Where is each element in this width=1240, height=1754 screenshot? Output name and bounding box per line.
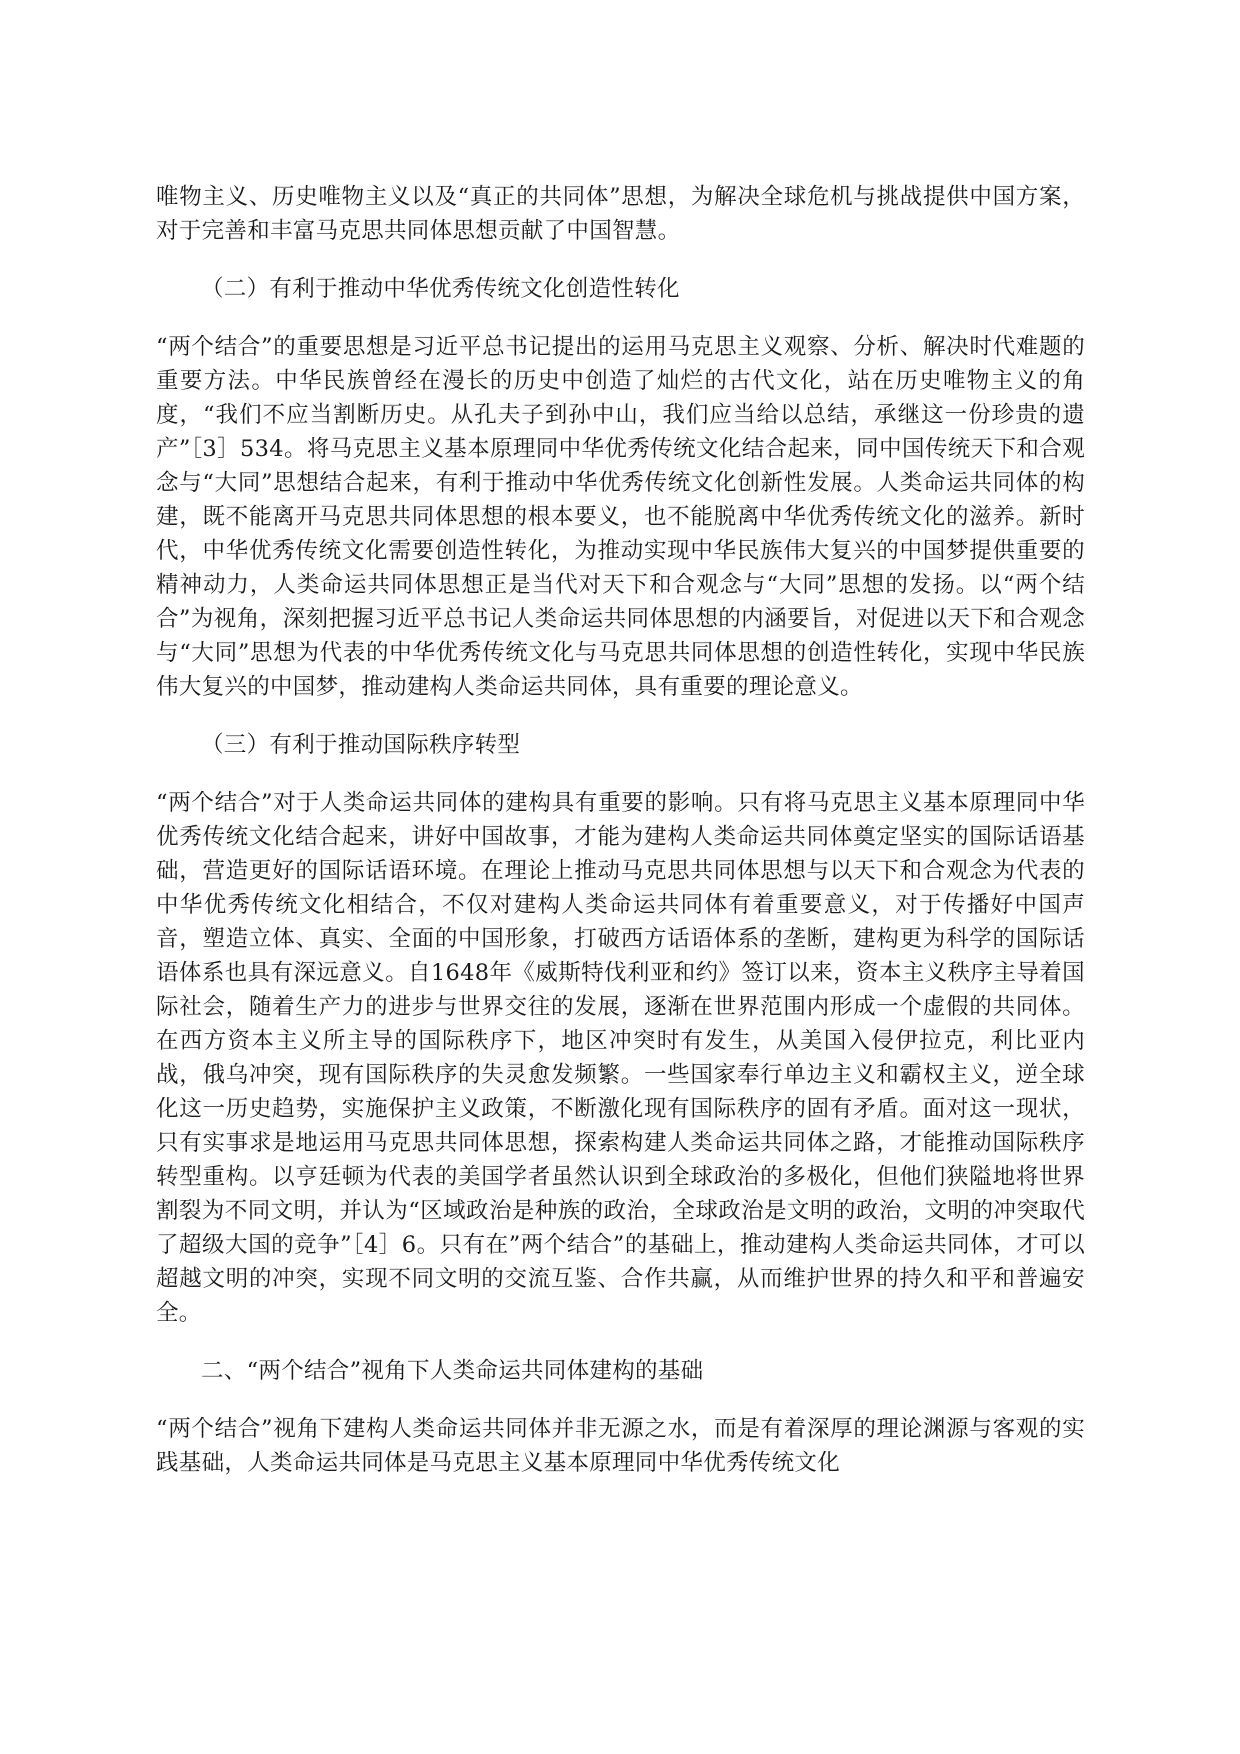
document-body <box>156 180 1085 1504</box>
paragraph-continuation: 唯物主义、历史唯物主义以及“真正的共同体”思想，为解决全球危机与挑战提供中国方案，对于完善和丰富马克思共同体思想贡献了中国智慧。 <box>156 184 1085 244</box>
chapter-heading-2: 二、“两个结合”视角下人类命运共同体建构的基础 <box>201 1358 704 1384</box>
section-heading-3: （三）有利于推动国际秩序转型 <box>201 732 521 758</box>
paragraph-chapter-2: “两个结合”视角下建构人类命运共同体并非无源之水，而是有着深厚的理论渊源与客观的实践基础，人类命运共同体是马克思主义基本原理同中华优秀传统文化 <box>156 1416 1085 1476</box>
section-heading-2: （二）有利于推动中华优秀传统文化创造性转化 <box>201 276 680 302</box>
paragraph-section-3: “两个结合”对于人类命运共同体的建构具有重要的影响。只有将马克思主义基本原理同中华优秀传统文化结合起来，讲好中国故事，才能为建构人类命运共同体奠定坚实的国际话语基础，营造更好的国际话语环境。在理论上推动马克思共同体思想与以天下和合观念为代表的中华优秀传统文化相结合，不仅对建构人类命运共同体有着重要意义，对于传播好中国声音，塑造立体、真实、全面的中国形象，打破西方话语体系的垄断，建构更为科学的国际话语体系也具有深远意义。自1648年《威斯特伐利亚和约》签订以来，资本主义秩序主导着国际社会，随着生产力的进步与世界交往的发展，逐渐在世界范围内形成一个虚假的共同体。在西方资本主义所主导的国际秩序下，地区冲突时有发生，从美国入侵伊拉克，利比亚内战，俄乌冲突，现有国际秩序的失灵愈发频繁。一些国家奉行单边主义和霸权主义，逆全球化这一历史趋势，实施保护主义政策，不断激化现有国际秩序的固有矛盾。面对这一现状，只有实事求是地运用马克思共同体思想，探索构建人类命运共同体之路，才能推动国际秩序转型重构。以亨廷顿为代表的美国学者虽然认识到全球政治的多极化，但他们狭隘地将世界割裂为不同文明，并认为“区域政治是种族的政治，全球政治是文明的政治，文明的冲突取代了超级大国的竞争”［4］6。只有在”两个结合”的基础上，推动建构人类命运共同体，才可以超越文明的冲突，实现不同文明的交流互鉴、合作共赢，从而维护世界的持久和平和普遍安全。 <box>156 790 1085 1326</box>
paragraph-section-2: “两个结合”的重要思想是习近平总书记提出的运用马克思主义观察、分析、解决时代难题的重要方法。中华民族曾经在漫长的历史中创造了灿烂的古代文化，站在历史唯物主义的角度，“我们不应当割断历史。从孔夫子到孙中山，我们应当给以总结，承继这一份珍贵的遗产”［3］534。将马克思主义基本原理同中华优秀传统文化结合起来，同中国传统天下和合观念与“大同”思想结合起来，有利于推动中华优秀传统文化创新性发展。人类命运共同体的构建，既不能离开马克思共同体思想的根本要义，也不能脱离中华优秀传统文化的滋养。新时代，中华优秀传统文化需要创造性转化，为推动实现中华民族伟大复兴的中国梦提供重要的精神动力，人类命运共同体思想正是当代对天下和合观念与“大同”思想的发扬。以“两个结合”为视角，深刻把握习近平总书记人类命运共同体思想的内涵要旨，对促进以天下和合观念与“大同”思想为代表的中华优秀传统文化与马克思共同体思想的创造性转化，实现中华民族伟大复兴的中国梦，推动建构人类命运共同体，具有重要的理论意义。 <box>156 334 1085 700</box>
